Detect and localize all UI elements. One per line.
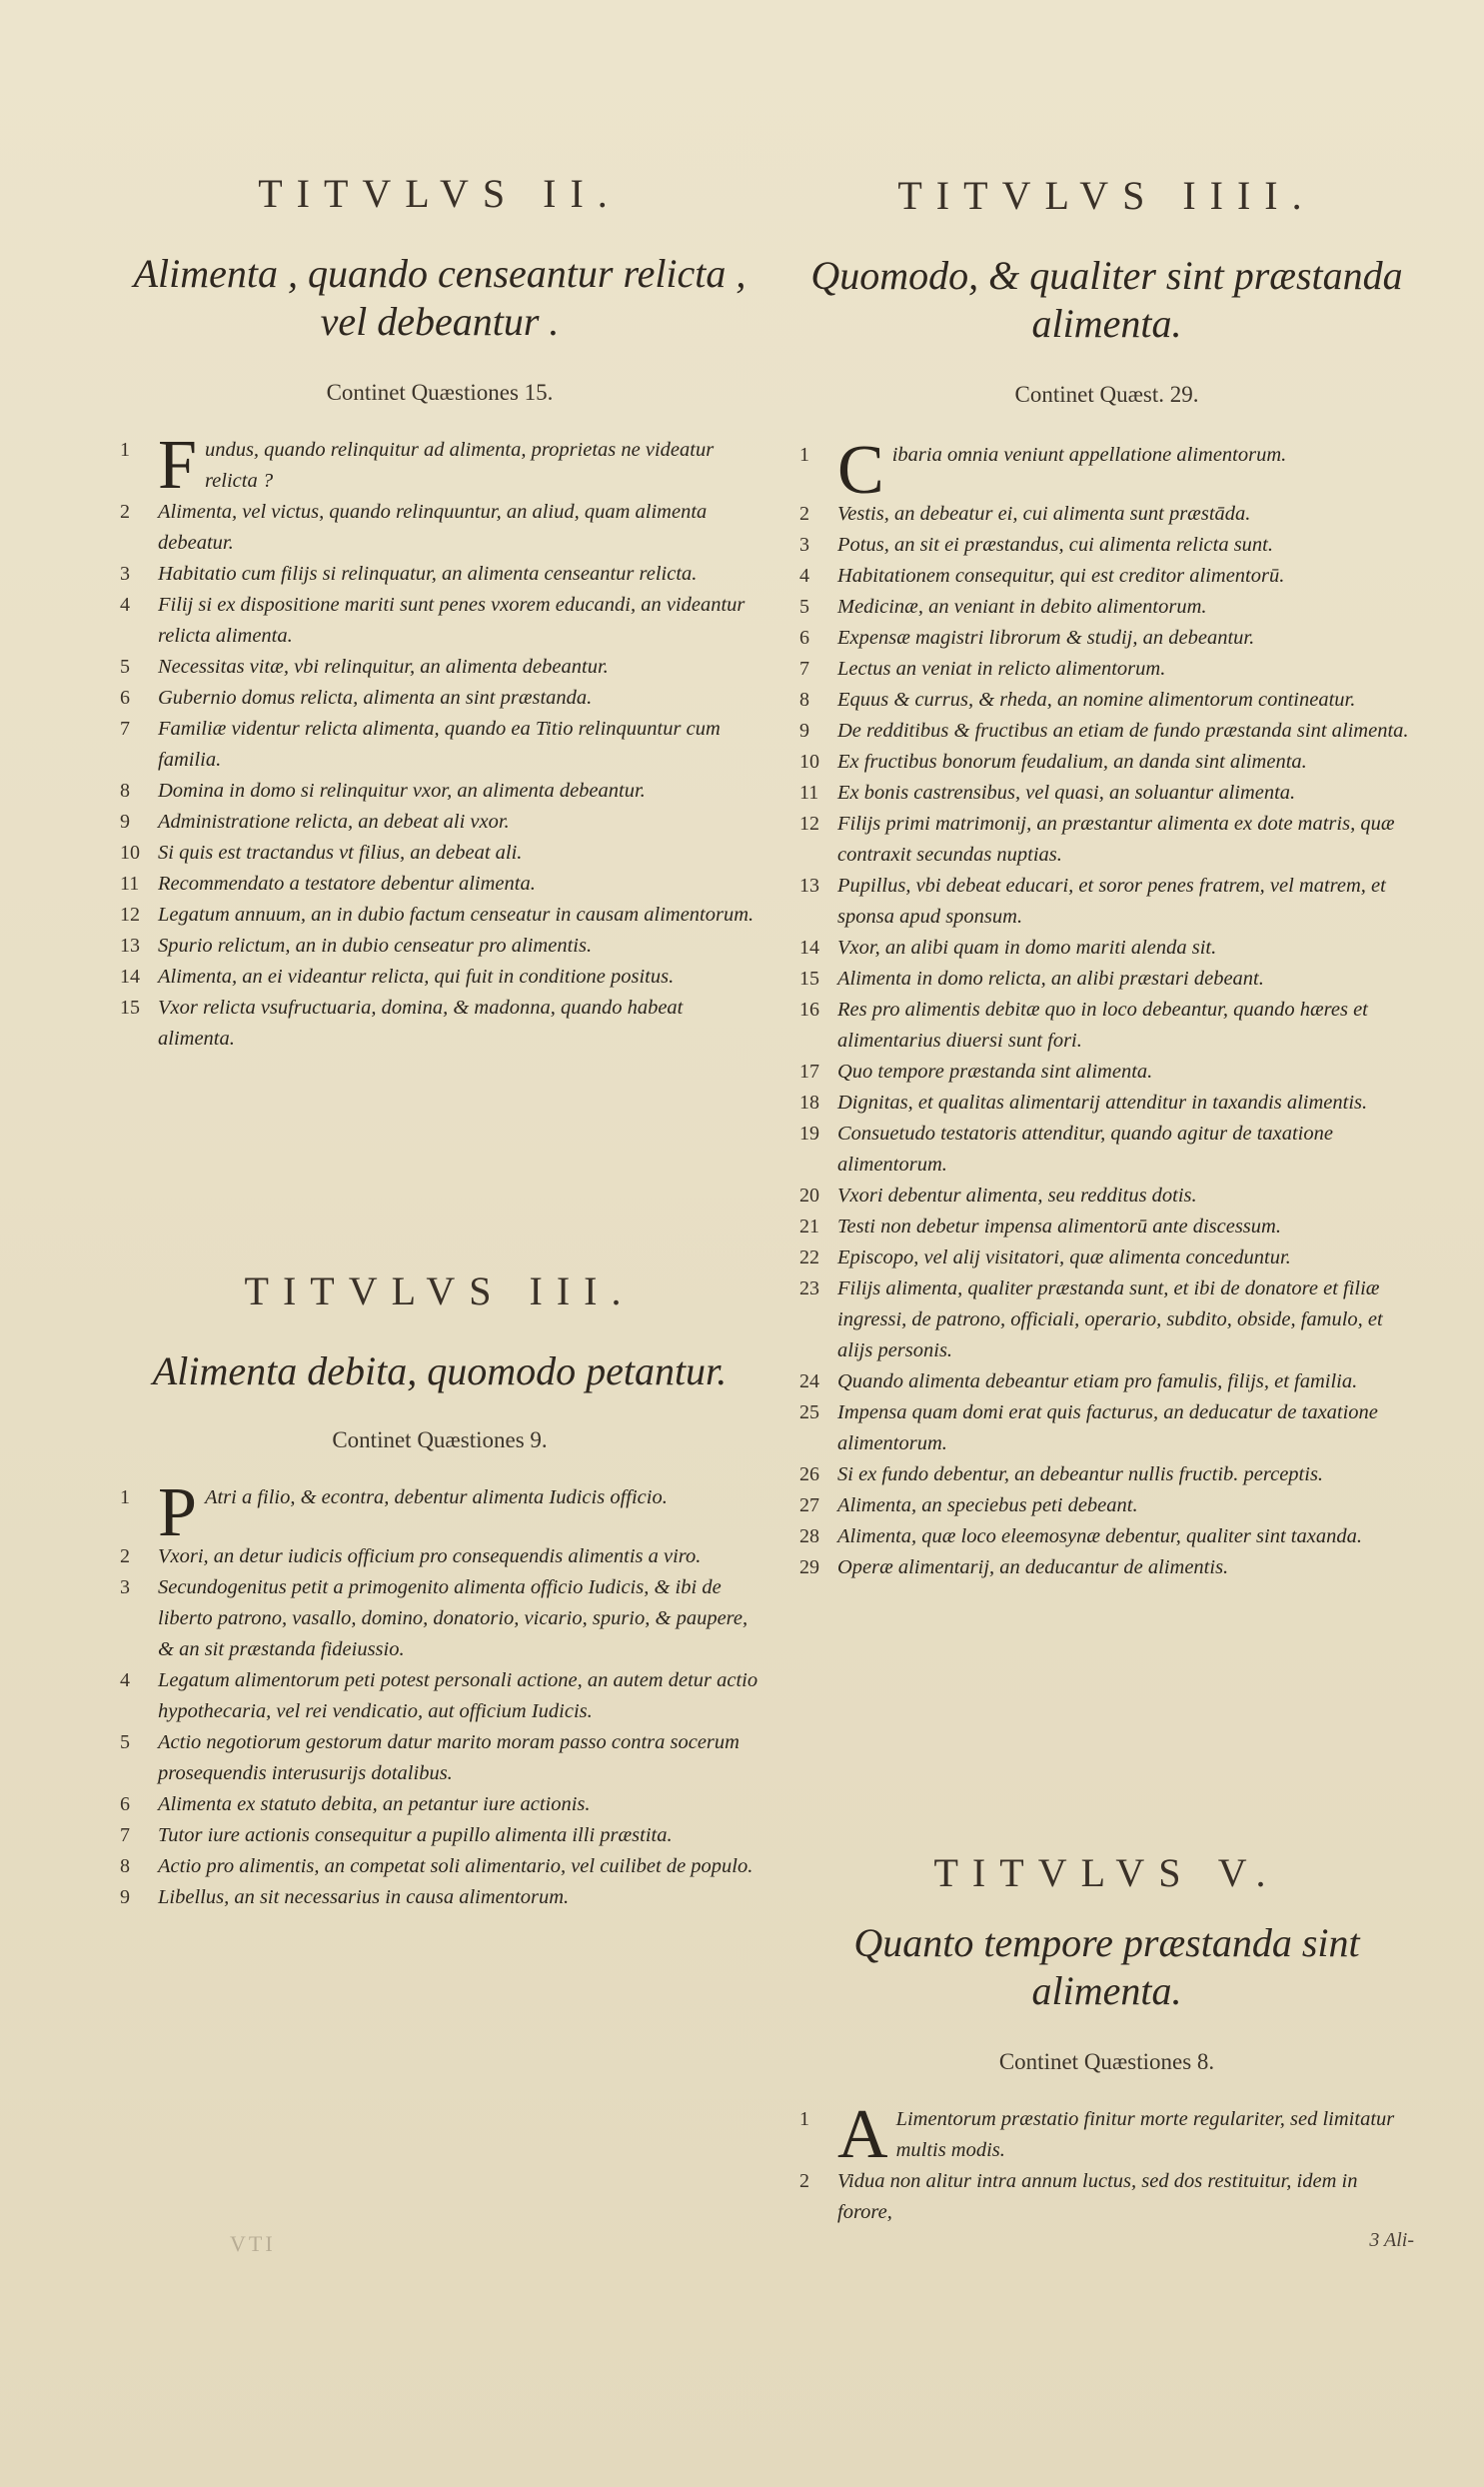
- question-number: 3: [120, 1576, 130, 1598]
- question-item: [799, 1521, 1414, 1552]
- question-body: Actio negotiorum gestorum datur marito moram passo contra socerum prosequendis interusurijs dotalibus.: [158, 1731, 740, 1784]
- question-item: [120, 714, 759, 776]
- question-text: [837, 592, 1414, 623]
- question-body: De redditibus & fructibus an etiam de fundo præstanda sint alimenta.: [837, 720, 1409, 742]
- question-text: [837, 1119, 1414, 1181]
- question-item: [799, 747, 1414, 778]
- titulus-4-subject-line1: Quomodo, & qualiter sint præstanda: [810, 253, 1403, 298]
- question-item: [120, 559, 759, 590]
- question-text: [837, 685, 1414, 716]
- titulus-3-heading: TITVLVS III.: [244, 1268, 636, 1313]
- question-item: [120, 590, 759, 652]
- question-text: [158, 1789, 759, 1820]
- question-text: [837, 1088, 1414, 1119]
- question-number: 13: [799, 875, 819, 897]
- question-text: [158, 497, 759, 559]
- question-text: [837, 1212, 1414, 1243]
- question-text: [837, 1521, 1414, 1552]
- question-text: [158, 776, 759, 807]
- question-body: Si ex fundo debentur, an debeantur nullis fructib. perceptis.: [837, 1463, 1324, 1485]
- question-body: Legatum annuum, an in dubio factum censeatur in causam alimentorum.: [158, 904, 754, 926]
- question-number: 13: [120, 935, 140, 957]
- question-number: 10: [799, 751, 819, 773]
- question-body: Spurio relictum, an in dubio censeatur pro alimentis.: [158, 935, 593, 957]
- titulus-4-subject-line2: alimenta.: [1031, 301, 1182, 346]
- question-item: [799, 1397, 1414, 1459]
- question-number: 8: [799, 689, 809, 711]
- question-body: Alimenta, an speciebus peti debeant.: [837, 1494, 1138, 1516]
- question-text: [158, 652, 759, 683]
- question-number: 17: [799, 1061, 819, 1083]
- question-body: Vidua non alitur intra annum luctus, sed dos restituitur, idem in forore,: [837, 2170, 1358, 2223]
- question-body: Filijs alimenta, qualiter præstanda sunt, et ibi de donatore et filiæ ingressi, de patrono, officiali, operario, subdito, obside, famulo, et alijs personis.: [837, 1277, 1383, 1361]
- question-text: [837, 623, 1414, 654]
- question-body: Medicinæ, an veniant in debito alimentorum.: [837, 596, 1207, 618]
- question-text: [158, 931, 759, 962]
- question-number: 18: [799, 1092, 819, 1114]
- question-body: Alimenta, an ei videantur relicta, qui fuit in conditione positus.: [158, 966, 675, 988]
- question-number: 6: [120, 1793, 130, 1815]
- question-item: [120, 1541, 759, 1572]
- question-body: Lectus an veniat in relicto alimentorum.: [837, 658, 1166, 680]
- question-body: ibaria omnia veniunt appellatione alimentorum.: [891, 444, 1287, 466]
- question-number: 15: [120, 997, 140, 1019]
- question-body: Episcopo, vel alij visitatori, quæ alimenta conceduntur.: [837, 1246, 1291, 1268]
- question-item: [799, 499, 1414, 530]
- question-body: Alimenta in domo relicta, an alibi præstari debeant.: [837, 968, 1264, 990]
- question-text: [837, 2166, 1414, 2228]
- question-item: [120, 497, 759, 559]
- question-body: Habitatio cum filijs si relinquatur, an alimenta censeantur relicta.: [158, 563, 698, 585]
- question-item: [799, 1366, 1414, 1397]
- question-number: 3: [120, 563, 130, 585]
- titulus-5-subject-line2: alimenta.: [1031, 1968, 1182, 2013]
- question-number: 1: [799, 444, 809, 466]
- question-number: 29: [799, 1556, 819, 1578]
- question-body: Necessitas vitæ, vbi relinquitur, an alimenta debeantur.: [158, 656, 609, 678]
- drop-cap-initial: A: [837, 2096, 888, 2173]
- question-text: [158, 683, 759, 714]
- question-item: [799, 654, 1414, 685]
- question-number: 5: [120, 656, 130, 678]
- question-number: 14: [799, 937, 819, 959]
- question-text: [158, 714, 759, 776]
- question-item: [120, 652, 759, 683]
- question-item: [120, 931, 759, 962]
- question-number: 19: [799, 1123, 819, 1145]
- question-number: 6: [120, 687, 130, 709]
- question-number: 24: [799, 1370, 819, 1392]
- drop-cap-initial: C: [837, 432, 884, 509]
- question-item: [799, 933, 1414, 964]
- question-item: [799, 716, 1414, 747]
- question-number: 27: [799, 1494, 819, 1516]
- question-number: 1: [799, 2108, 809, 2130]
- question-body: Filij si ex dispositione mariti sunt penes vxorem educandi, an videantur relicta alimenta.: [158, 594, 745, 647]
- titulus-5-question-count: Continet Quæstiones 8.: [998, 2049, 1215, 2074]
- question-item: [799, 561, 1414, 592]
- question-body: Quo tempore præstanda sint alimenta.: [837, 1061, 1153, 1083]
- question-body: Impensa quam domi erat quis facturus, an deducatur de taxatione alimentorum.: [837, 1401, 1378, 1454]
- question-text: [837, 778, 1414, 809]
- question-number: 2: [120, 1545, 130, 1567]
- question-text: [837, 1181, 1414, 1212]
- question-number: 26: [799, 1463, 819, 1485]
- question-text: [158, 1541, 759, 1572]
- question-body: Legatum alimentorum peti potest personali actione, an autem detur actio hypothecaria, vel rei vendicatio, aut officium Iudicis.: [158, 1669, 758, 1722]
- drop-cap-initial: F: [158, 427, 197, 504]
- question-body: Libellus, an sit necessarius in causa alimentorum.: [158, 1886, 570, 1908]
- question-text: [837, 871, 1414, 933]
- question-item: [799, 871, 1414, 933]
- question-number: 7: [799, 658, 809, 680]
- question-text: [837, 561, 1414, 592]
- question-text: [837, 530, 1414, 561]
- question-text: [158, 1820, 759, 1851]
- question-body: Secundogenitus petit a primogenito alimenta officio Iudicis, & ibi de liberto patrono, vasallo, domino, donatorio, vicario, spurio, & paupere, & an sit præstanda fideiussio.: [158, 1576, 748, 1660]
- question-number: 12: [120, 904, 140, 926]
- question-body: undus, quando relinquitur ad alimenta, proprietas ne videatur relicta ?: [204, 439, 715, 492]
- question-body: Habitationem consequitur, qui est creditor alimentorū.: [837, 565, 1285, 587]
- question-item: [799, 778, 1414, 809]
- question-number: 20: [799, 1185, 819, 1207]
- question-text: [837, 654, 1414, 685]
- question-body: Gubernio domus relicta, alimenta an sint præstanda.: [158, 687, 593, 709]
- question-item: [120, 683, 759, 714]
- question-number: 1: [120, 1486, 130, 1508]
- question-text: [837, 1243, 1414, 1273]
- question-text: [158, 1572, 759, 1665]
- titulus-2-question-count: Continet Quæstiones 15.: [326, 380, 554, 405]
- question-item: [799, 623, 1414, 654]
- question-body: Limentorum præstatio finitur morte regulariter, sed limitatur multis modis.: [895, 2108, 1395, 2161]
- question-body: Alimenta ex statuto debita, an petantur iure actionis.: [158, 1793, 591, 1815]
- question-text: [158, 1474, 759, 1551]
- question-body: Equus & currus, & rheda, an nomine alimentorum contineatur.: [837, 689, 1356, 711]
- question-item: [799, 1490, 1414, 1521]
- question-item: [120, 869, 759, 900]
- question-body: Consuetudo testatoris attenditur, quando agitur de taxatione alimentorum.: [837, 1123, 1333, 1176]
- question-number: 22: [799, 1246, 819, 1268]
- question-number: 6: [799, 627, 809, 649]
- signature-mark: VTI: [230, 2231, 276, 2256]
- question-number: 4: [120, 1669, 130, 1691]
- question-number: 25: [799, 1401, 819, 1423]
- question-number: 8: [120, 1855, 130, 1877]
- question-number: 3: [799, 534, 809, 556]
- question-body: Potus, an sit ei præstandus, cui alimenta relicta sunt.: [837, 534, 1273, 556]
- question-item: [120, 1851, 759, 1882]
- question-item: [120, 1474, 759, 1551]
- question-body: Administratione relicta, an debeat ali vxor.: [158, 811, 510, 833]
- question-body: Recommendato a testatore debentur alimenta.: [158, 873, 536, 895]
- question-item: [799, 1088, 1414, 1119]
- titulus-5-heading: TITVLVS V.: [933, 1850, 1280, 1895]
- question-number: 7: [120, 1824, 130, 1846]
- question-item: [120, 427, 759, 504]
- question-text: [158, 962, 759, 993]
- question-number: 7: [120, 718, 130, 740]
- question-number: 2: [120, 501, 130, 523]
- question-number: 12: [799, 813, 819, 835]
- question-text: [158, 838, 759, 869]
- question-text: [837, 747, 1414, 778]
- question-body: Vestis, an debeatur ei, cui alimenta sunt præstāda.: [837, 503, 1251, 525]
- question-item: [120, 1820, 759, 1851]
- question-item: [799, 1212, 1414, 1243]
- question-item: [120, 807, 759, 838]
- question-body: Atri a filio, & econtra, debentur alimenta Iudicis officio.: [204, 1486, 668, 1508]
- question-text: [837, 1057, 1414, 1088]
- question-body: Quando alimenta debeantur etiam pro famulis, filijs, et familia.: [837, 1370, 1358, 1392]
- question-item: [799, 1273, 1414, 1366]
- titulus-2-question-list: [120, 427, 759, 1055]
- question-body: Alimenta, vel victus, quando relinquuntur, an aliud, quam alimenta debeatur.: [158, 501, 708, 554]
- question-number: 2: [799, 2170, 809, 2192]
- question-item: [799, 685, 1414, 716]
- question-number: 11: [799, 782, 819, 804]
- question-body: Ex bonis castrensibus, vel quasi, an soluantur alimenta.: [837, 782, 1296, 804]
- question-body: Si quis est tractandus vt filius, an debeat ali.: [158, 842, 523, 864]
- titulus-2-subject-line2: vel debeantur .: [320, 299, 560, 344]
- question-text: [158, 427, 759, 504]
- question-number: 11: [120, 873, 140, 895]
- question-number: 15: [799, 968, 819, 990]
- question-text: [158, 807, 759, 838]
- catchword: 3 Ali-: [1369, 2229, 1414, 2251]
- question-item: [799, 964, 1414, 995]
- titulus-3-subject: Alimenta debita, quomodo petantur.: [152, 1348, 728, 1393]
- question-text: [837, 1552, 1414, 1583]
- question-item: [799, 1181, 1414, 1212]
- question-item: [799, 1119, 1414, 1181]
- titulus-4-question-list: [799, 432, 1414, 1583]
- question-body: Domina in domo si relinquitur vxor, an alimenta debeantur.: [158, 780, 646, 802]
- question-item: [120, 962, 759, 993]
- question-item: [799, 432, 1414, 509]
- question-text: [837, 1397, 1414, 1459]
- question-text: [837, 499, 1414, 530]
- question-body: Familiæ videntur relicta alimenta, quando ea Titio relinquuntur cum familia.: [158, 718, 721, 771]
- question-text: [158, 1882, 759, 1913]
- question-text: [837, 1459, 1414, 1490]
- question-text: [837, 432, 1414, 509]
- titulus-3-question-list: [120, 1474, 759, 1913]
- question-number: 1: [120, 439, 130, 461]
- question-number: 9: [120, 811, 130, 833]
- titulus-2-heading: TITVLVS II.: [258, 171, 622, 216]
- question-number: 23: [799, 1277, 819, 1299]
- question-text: [837, 1273, 1414, 1366]
- titulus-2-subject-line1: Alimenta , quando censeantur relicta ,: [133, 251, 746, 296]
- question-item: [120, 1572, 759, 1665]
- titulus-3-question-count: Continet Quæstiones 9.: [332, 1427, 548, 1452]
- question-number: 4: [799, 565, 809, 587]
- question-number: 8: [120, 780, 130, 802]
- question-item: [120, 993, 759, 1055]
- question-number: 5: [120, 1731, 130, 1753]
- question-body: Vxor, an alibi quam in domo mariti alenda sit.: [837, 937, 1217, 959]
- question-item: [799, 530, 1414, 561]
- question-item: [799, 1057, 1414, 1088]
- question-item: [120, 838, 759, 869]
- question-item: [799, 2166, 1414, 2228]
- question-body: Vxori, an detur iudicis officium pro consequendis alimentis a viro.: [158, 1545, 702, 1567]
- question-number: 10: [120, 842, 140, 864]
- question-item: [120, 1789, 759, 1820]
- question-item: [120, 1727, 759, 1789]
- question-item: [120, 1665, 759, 1727]
- question-number: 2: [799, 503, 809, 525]
- question-text: [158, 869, 759, 900]
- question-body: Dignitas, et qualitas alimentarij attenditur in taxandis alimentis.: [837, 1092, 1368, 1114]
- question-number: 28: [799, 1525, 819, 1547]
- question-text: [158, 993, 759, 1055]
- question-item: [120, 1882, 759, 1913]
- question-text: [837, 2096, 1414, 2173]
- question-text: [837, 809, 1414, 871]
- question-body: Ex fructibus bonorum feudalium, an danda sint alimenta.: [837, 751, 1307, 773]
- question-number: 14: [120, 966, 140, 988]
- question-item: [799, 1552, 1414, 1583]
- question-item: [799, 1459, 1414, 1490]
- question-item: [799, 592, 1414, 623]
- question-item: [120, 900, 759, 931]
- question-body: Operæ alimentarij, an deducantur de alimentis.: [837, 1556, 1229, 1578]
- question-text: [837, 995, 1414, 1057]
- question-text: [837, 964, 1414, 995]
- question-body: Res pro alimentis debitæ quo in loco debeantur, quando hæres et alimentarius diuersi sunt fori.: [837, 999, 1368, 1052]
- question-text: [158, 1727, 759, 1789]
- question-body: Alimenta, quæ loco eleemosynæ debentur, qualiter sint taxanda.: [837, 1525, 1362, 1547]
- question-number: 9: [120, 1886, 130, 1908]
- question-text: [158, 1665, 759, 1727]
- drop-cap-initial: P: [158, 1474, 197, 1551]
- question-text: [158, 900, 759, 931]
- question-item: [799, 995, 1414, 1057]
- titulus-4-question-count: Continet Quæst. 29.: [1014, 382, 1199, 407]
- question-text: [837, 933, 1414, 964]
- titulus-5-subject-line1: Quanto tempore præstanda sint: [853, 1920, 1360, 1965]
- question-text: [837, 1490, 1414, 1521]
- question-item: [120, 776, 759, 807]
- question-body: Testi non debetur impensa alimentorū ante discessum.: [837, 1216, 1281, 1238]
- question-body: Vxori debentur alimenta, seu redditus dotis.: [837, 1185, 1197, 1207]
- question-number: 21: [799, 1216, 819, 1238]
- question-body: Actio pro alimentis, an competat soli alimentario, vel cuilibet de populo.: [158, 1855, 753, 1877]
- question-body: Pupillus, vbi debeat educari, et soror penes fratrem, vel matrem, et sponsa apud sponsum.: [837, 875, 1386, 928]
- question-text: [837, 1366, 1414, 1397]
- question-number: 4: [120, 594, 130, 616]
- question-text: [158, 559, 759, 590]
- question-item: [799, 1243, 1414, 1273]
- question-item: [799, 2096, 1414, 2173]
- question-body: Filijs primi matrimonij, an præstantur alimenta ex dote matris, quæ contraxit secundas nuptias.: [837, 813, 1395, 866]
- titulus-5-question-list: [799, 2096, 1414, 2228]
- question-number: 9: [799, 720, 809, 742]
- question-number: 16: [799, 999, 819, 1021]
- question-text: [837, 716, 1414, 747]
- question-text: [158, 1851, 759, 1882]
- question-item: [799, 809, 1414, 871]
- question-number: 5: [799, 596, 809, 618]
- titulus-4-heading: TITVLVS IIII.: [897, 173, 1316, 218]
- question-body: Expensæ magistri librorum & studij, an debeantur.: [837, 627, 1255, 649]
- question-body: Vxor relicta vsufructuaria, domina, & madonna, quando habeat alimenta.: [158, 997, 684, 1050]
- question-body: Tutor iure actionis consequitur a pupillo alimenta illi præstita.: [158, 1824, 673, 1846]
- question-text: [158, 590, 759, 652]
